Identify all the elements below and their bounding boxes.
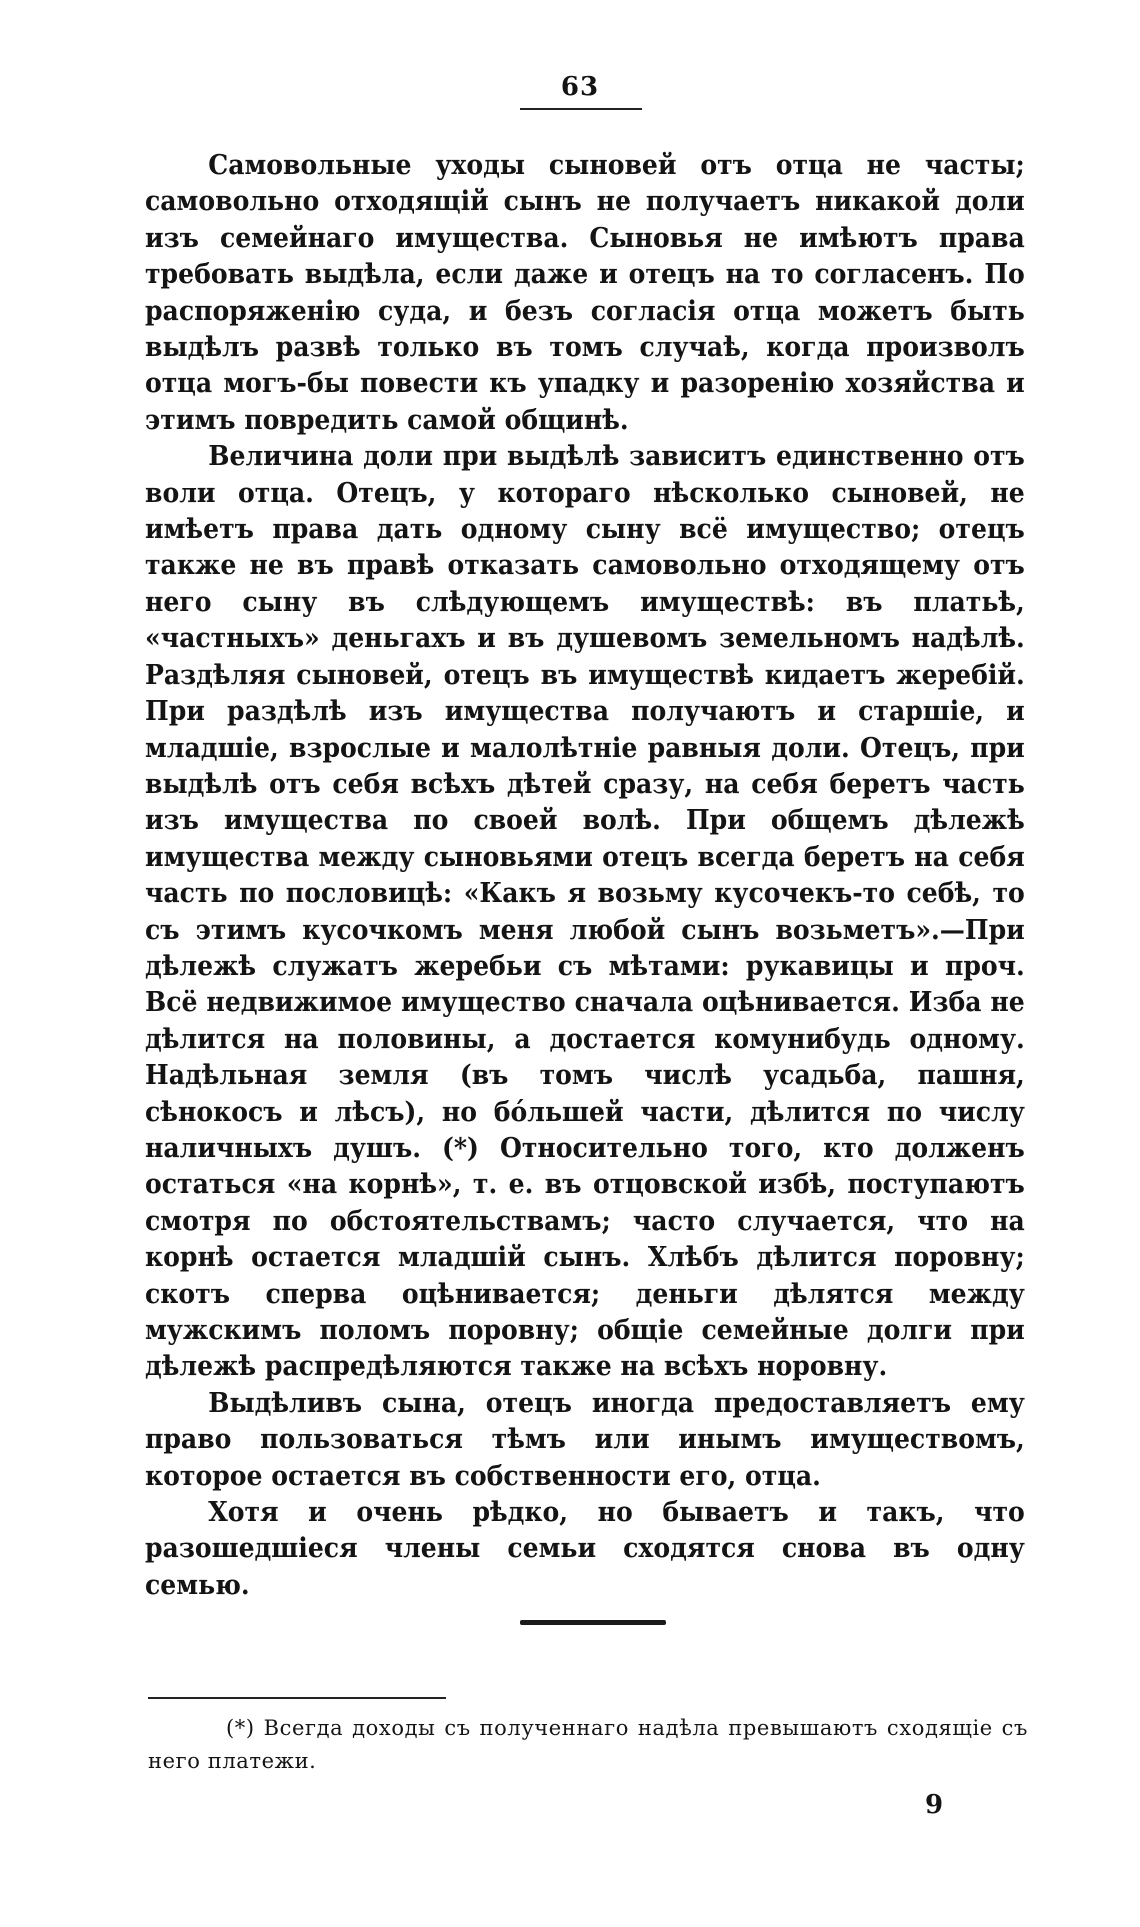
footnote-text: (*) Всегда доходы съ полученнаго надѣла превышаютъ сходящіе съ него платежи. (148, 1716, 1028, 1773)
paragraph-self-willed-departures: Самовольные уходы сыновей отъ отца не часты; самовольно отходящій сынъ не получаетъ никакой доли изъ семейнаго имущества. Сыновья не имѣютъ права требовать выдѣла, если даже и отецъ на то согласенъ. По распоряженію суда, и безъ согласія отца можетъ быть выдѣлъ развѣ только въ томъ случаѣ, когда произволъ отца могъ-бы повести къ упадку и разоренію хозяйства и этимъ повредить самой общинѣ. (145, 150, 1025, 436)
paragraph-separated-son: Выдѣливъ сына, отецъ иногда предоставляетъ ему право пользоваться тѣмъ или инымъ имуществомъ, которое остается въ собственности его, отца. (145, 1387, 1025, 1492)
footnote-separator (148, 1697, 446, 1699)
paragraph-share-size: Величина доли при выдѣлѣ зависитъ единственно отъ воли отца. Отецъ, у котораго нѣсколько сыновей, не имѣетъ права дать одному сыну всё имущество; отецъ также не въ правѣ отказать самовольно отходящему отъ него сыну въ слѣдующемъ имуществѣ: въ платьѣ, «частныхъ» деньгахъ и въ душевомъ земельномъ надѣлѣ. Раздѣляя сыновей, отецъ въ имуществѣ кидаетъ жеребій. При раздѣлѣ изъ имущества получаютъ и старшіе, и младшіе, взрослые и малолѣтніе равныя доли. Отецъ, при выдѣлѣ отъ себя всѣхъ дѣтей сразу, на себя беретъ часть изъ имущества по своей волѣ. При общемъ дѣлежѣ имущества между сыновьями отецъ всегда беретъ на себя часть по пословицѣ: «Какъ я возьму кусочекъ-то себѣ, то съ этимъ кусочкомъ меня любой сынъ возьметъ».—При дѣлежѣ служатъ жеребьи съ мѣтами: рукавицы и проч. Всё недвижимое имущество сначала оцѣнивается. Изба не дѣлится на половины, а достается комунибудь одному. Надѣльная земля (въ томъ числѣ усадьба, пашня, сѣнокосъ и лѣсъ), но бо́льшей части, дѣлится по числу наличныхъ душъ. (*) Относительно того, кто долженъ остаться «на корнѣ», т. е. въ отцовской избѣ, поступаютъ смотря по обстоятельствамъ; часто случается, что на корнѣ остается младшій сынъ. Хлѣбъ дѣлится поровну; скотъ сперва оцѣнивается; деньги дѣлятся между мужскимъ поломъ поровну; общіе семейные долги при дѣлежѣ распредѣляются также на всѣхъ норовну. (145, 441, 1025, 1383)
body-text (145, 148, 1025, 1604)
signature-mark: 9 (925, 1790, 944, 1820)
page-number: 63 (560, 72, 600, 102)
paragraph-rejoining: Хотя и очень рѣдко, но бываетъ и такъ, что разошедшіеся члены семьи сходятся снова въ одну семью. (145, 1497, 1025, 1601)
section-end-rule (520, 1620, 666, 1625)
page-number-underline (520, 108, 642, 110)
footnote (148, 1712, 1028, 1778)
